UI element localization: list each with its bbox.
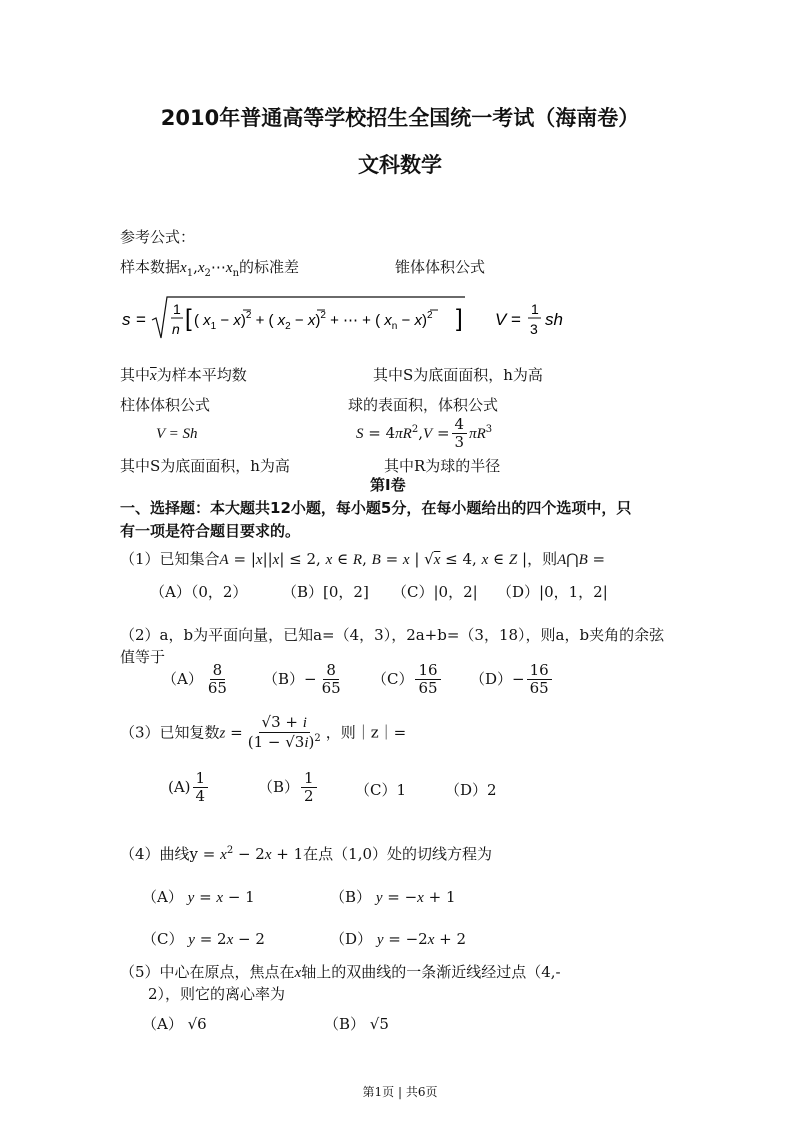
svg-text:1: 1 [173,301,181,317]
svg-text:V: V [495,310,507,329]
svg-text:1: 1 [531,301,539,317]
q1-option-c: （C）|0，2| [392,583,478,601]
q5-option-b: （B） √5 [324,1015,389,1033]
prism-volume-label: 柱体体积公式 [120,396,211,414]
q1-option-a: （A）（0，2） [150,583,248,601]
svg-text:=: = [511,310,521,329]
sphere-note: 其中R为球的半径 [384,457,501,475]
q2-option-d: （D）− $\frac{16}{65}$ [470,662,554,698]
sphere-formula-label: 球的表面积，体积公式 [348,396,499,414]
question-2-line1: （2）a，b为平面向量，已知a=（4，3），2a+b=（3，18），则a，b夹角的余弦 [120,626,665,644]
sphere-formula: $S = 4\pi R^2,V$ = $\frac{4}{3}$ $\pi R^3$ [356,415,493,452]
section1-line1: 一、选择题：本大题共12小题，每小题5分，在每小题给出的四个选项中，只 [120,499,632,517]
svg-text:=: = [136,310,146,329]
q2-option-c: （C） $\frac{16}{65}$ [372,662,443,698]
std-deviation-formula-svg [120,294,570,344]
svg-text:[: [ [185,305,192,332]
q3-option-c: （C）1 [355,781,407,799]
svg-text:sh: sh [545,310,563,329]
formulas-heading: 参考公式： [120,228,196,246]
svg-text:]: ] [456,305,463,332]
cone-volume-label: 锥体体积公式 [395,258,486,276]
exam-subtitle: 文科数学 [358,153,442,177]
volume-heading: 第Ⅰ卷 [370,476,406,494]
question-4: （4）曲线$y = x^2 - 2x + 1$在点（1,0）处的切线方程为 [120,845,493,863]
cone-note: 其中S为底面面积，h为高 [373,366,543,384]
std-deviation-formula [120,294,570,344]
q2-option-a: （A） $\frac{8}{65}$ [162,661,227,698]
question-5-line2: 2），则它的离心率为 [148,985,286,1003]
page-footer: 第1页 | 共6页 [362,1085,438,1099]
xbar-note: 其中$\overline{x}$为样本平均数 [120,366,247,384]
q3-option-a: (A) $\frac{1}{4}$ [168,770,210,806]
question-5-line1: （5）中心在原点，焦点在x轴上的双曲线的一条渐近线经过点（4,- [120,963,561,981]
svg-text:3: 3 [530,321,538,337]
svg-text:( x1 − x)2 + ( x2 − x)2 + ⋯ +: ( $x_1 - x)^2$ + ( $x_2 - x)^2$ + ⋯ + ( $x_n - x)^2$ [194,310,433,332]
prism-note: 其中S为底面面积，h为高 [120,457,290,475]
q4-option-d: （D） y = −2x + 2 [330,930,467,948]
svg-text:s: s [122,310,131,329]
q3-option-b: （B） $\frac{1}{2}$ [258,770,319,806]
question-2-line2: 值等于 [120,648,166,666]
question-3: （3）已知复数z = $\frac{√3 + i}{(1 - √3i)^2}$ ，则｜z｜= [120,713,407,752]
q4-option-a: （A） y = x − 1 [142,888,255,906]
prism-volume-formula: V = Sh [156,426,198,442]
q5-option-a: （A） √6 [142,1015,207,1033]
sample-std-label: 样本数据$x_1,x_2\cdots x_n$的标准差 [120,258,300,279]
q1-option-b: （B）[0，2] [282,583,369,601]
q4-option-c: （C） y = 2x − 2 [142,930,265,948]
q4-option-b: （B） y = −x + 1 [330,888,456,906]
exam-title: 2010年普通高等学校招生全国统一考试（海南卷） [160,106,640,130]
q1-option-d: （D）|0，1，2| [497,583,608,601]
section1-line2: 有一项是符合题目要求的。 [120,522,301,540]
q3-option-d: （D）2 [445,781,497,799]
svg-text:n: n [172,321,180,337]
q2-option-b: （B）− $\frac{8}{65}$ [263,661,341,698]
question-1: （1）已知集合A = |x||x| ≤ 2, x ∈ R, B = x | √x ≤ 4, x ∈ Z |，则A⋂B = [120,550,606,568]
